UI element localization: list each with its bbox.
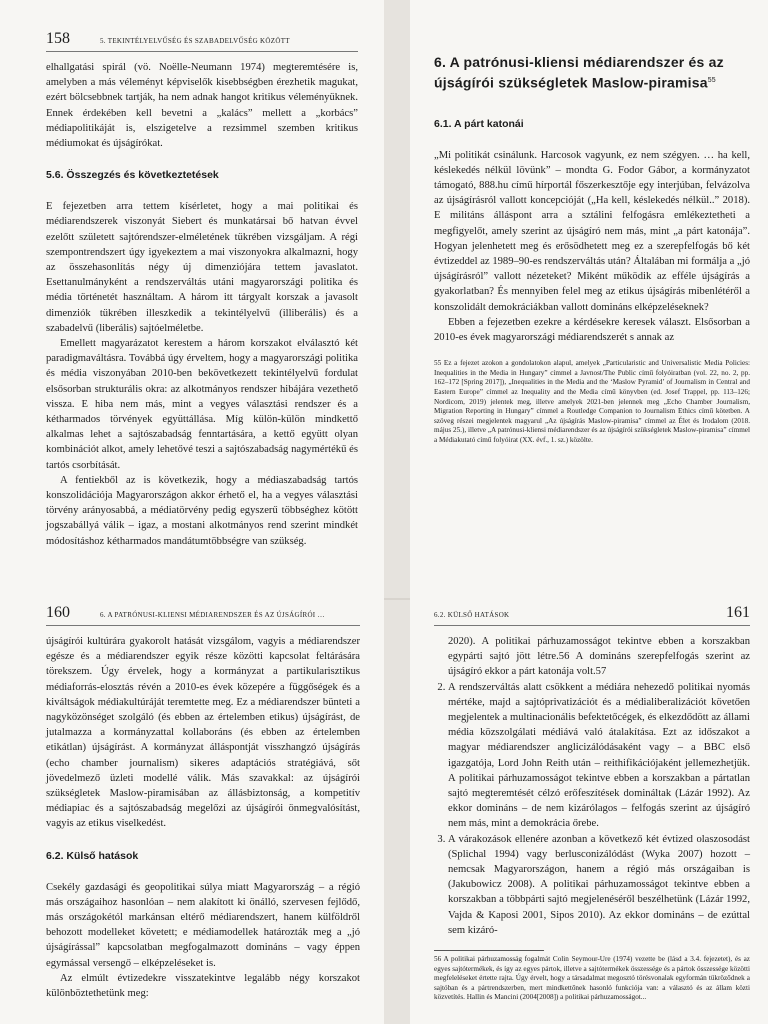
page-number: 158 <box>46 30 70 47</box>
paragraph: A fentiekből az is következik, hogy a médiaszabadság tartós konszolidációja Magyarországon akkor érhető el, ha a vegyes választási törvény arányosabbá, a médiatörvény pedig egyszerű többséghez kötött jogszabállyá válik – igaz, a mostani alkotmányos rend szerint mindkét módosításhoz kétharmados mandátumtöbbségre van szükség. <box>46 474 358 547</box>
list-item: 2. A rendszerváltás alatt csökkent a médiára nehezedő politikai nyomás mértéke, majd a sajtóprivatizációt és a médialiberalizációt követően megjelentek a multinacionális befektetőcégek, és elkezdődött az állami média közszolgálati médiává való átalakítása. Ezt az időszakot a magyar médiarendszer anglicizálódásaként vagy – a BBC első igazgatója, Lord John Reith után – reithifikációjaként jellemezhetjük. A politikai párhuzamosságot tekintve ebben a korszakban a pártatlan sajtó megteremtését célzó erőfeszítések domináltak (Lázár 1992). Az ekkor domináns – de nem kizárólagos – felfogás szerint az újságíró nem más, mint a demokrácia őrebe. <box>448 680 750 832</box>
page-161 <box>410 598 768 1024</box>
period-list <box>434 680 750 938</box>
paragraph: Ebben a fejezetben ezekre a kérdésekre keresek választ. Elsősorban a 2010-es évek magyarországi médiarendszerét s annak az <box>434 316 750 344</box>
running-title: 5. TEKINTÉLYELVŰSÉG ÉS SZABADELVŰSÉG KÖZÖTT <box>100 37 290 45</box>
section-heading: 5.6. Összegzés és következtetések <box>46 169 219 182</box>
page-number: 160 <box>46 604 70 621</box>
paragraph: Emellett magyarázatot kerestem a három korszakot elválasztó két paradigmaváltásra. Továbbá úgy érveltem, hogy a magyarországi politika és média viszonyában 2010-ben bekövetkezett tekintélyelvű fordulat elsősorban strukturális okra: az alkotmányos rendszer hibájára vezethető vissza. E hiba nem más, mint a vegyes választási rendszer és a kétharmados törvények együttállása. Míg külön-külön mindkettő alkalmas lehet a sajtószabadság fenntartására, a kettő együtt olyan kombinációt alkot, amely lehetővé teszi a sajtószabadság nagymértékű és tartós csorbítását. <box>46 338 358 471</box>
running-header <box>434 604 750 626</box>
paragraph: E fejezetben arra tettem kísérletet, hogy a mai politikai és médiarendszerek viszonyát Siebert és munkatársai bő hatvan évvel ezelőtt született sajtórendszer-elméletének tükrében vizsgáljam. A régi szempontrendszert úgy igyekeztem a mai viszonyokra alkalmazni, hogy az összehasonlítás négy új dimenziójára tettem javaslatot. Esettanulmányként a rendszerváltás utáni magyarországi politika és média történetét használtam. A három itt tárgyalt korszak a javasolt dimenziók tükrében illeszkedik a tekintélyelvű (illiberális) és a szabadelvű (liberális) sajtóelméletbe. <box>46 201 358 334</box>
paragraph: „Mi politikát csinálunk. Harcosok vagyunk, ez nem szégyen. … ha kell, késlekedés nélkül lövünk” – mondta G. Fodor Gábor, a kormányzatot támogató, 888.hu című hírportál főszerkesztője egy interjúban, felvázolva az újságírásról vallott koncepcióját („Ha kell, késlekedés nélkül..” 2018). E militáns álláspont arra a sztálini felfogásra emlékeztetheti a megfigyelőt, amely szerint az újságíró nem más, mint „a párt katonája”. Hogyan jelenhetett meg és erősödhetett meg ez a szerepfelfogás bő két évtizeddel az 1989–90-es rendszerváltás után? Általában mi formálja a „jó újságírásról” vallott nézeteket? Miként működik az efféle újságírás a gyakorlatban? És mennyiben felel meg az etikus újságírás mibenlétéről a konszolidált demokráciákban vallott domináns elképzeléseknek? <box>434 149 750 313</box>
page-gutter <box>384 0 410 1024</box>
list-continuation: 2020). A politikai párhuzamosságot tekintve ebben a korszakban egypárti sajtó jött létre.56 A domináns szerepfelfogás szerint az újságíró ekkor a párt katonája volt.57 <box>448 636 750 678</box>
page-number: 161 <box>726 604 750 621</box>
running-header <box>46 30 358 52</box>
paragraph: Csekély gazdasági és geopolitikai súlya miatt Magyarország – a régió más országaihoz hasonlóan – nem alakított ki önálló, szervesen fejlődő, más országokétól markánsan eltérő médiarendszert, hanem külföldről behozott modelleket követett; e médiamodellek határozták meg a „jó újságírással” kapcsolatban megfogalmazott domináns – vagy éppen egymással versengő – elképzeléseket is. <box>46 881 360 969</box>
running-title: 6. A PATRÓNUSI-KLIENSI MÉDIARENDSZER ÉS AZ ÚJSÁGÍRÓI … <box>100 611 325 619</box>
running-header <box>46 604 360 626</box>
footnote: 55 Ez a fejezet azokon a gondolatokon alapul, amelyek „Particularistic and Universalistic Media Policies: Inequalities in the Media in Hungary” címmel a Javnost/The Public című folyóiratban (vol. 22, no. 2, pp. 162–172 [Spring 2017]), „Inequalities in the Media and the ‘Maslow Pyramid’ of Journalism in Central and Eastern Europe” címmel az Inequality and the Media című könyvben (ed. Josef Trappel, pp. 113–126; Nordicom, 2019) jelentek meg, illetve amelyek 2021-ben jelennek meg „Echo Chamber Journalism, Migration Reporting in Hungary” címmel a Routledge Companion to Journalism Ethics című kötetben. A szöveg részei megjelentek magyarul „Az újságírás Maslow-piramisa” címmel az Élet és Irodalom (2018. május 25.), illetve „A patrónusi-kliensi médiarendszer és az újságírói szükségletek Maslow-piramisa” címmel a Médiakutató című folyóirat (XX. évf., 1. sz.) közölte. <box>434 359 750 445</box>
footnote: 56 A politikai párhuzamosság fogalmát Colin Seymour-Ure (1974) vezette be (lásd a 3.4. fejezetet), és az egyes sajtótermékek, és így az egyes pártok, illetve a sajtótermékek összessége és a pártok összessége közötti megfeleléseket értette rajta. Úgy érvelt, hogy a társadalmat megosztó törésvonalak egyformán tükröződnek a sajtóban és a pártrendszerben, mert mindkettőnek hasonló funkciója van: a választó és az állam közti közvetítés. Hallin és Mancini (2004[2008]) a politikai párhuzamosságot... <box>434 955 750 1002</box>
section-heading: 6.2. Külső hatások <box>46 849 139 862</box>
chapter-title <box>434 54 750 92</box>
paragraph: újságírói kultúrára gyakorolt hatását vizsgálom, vagyis a médiarendszer egésze és a médiarendszer egyik része közötti kapcsolat feltárására törekszem. Úgy érvelek, hogy a kormányzat a partikularisztikus médiaforrás-elosztás révén a 2010-es évek közepére a függőségek és a kiváltságok médiakultúráját teremtette meg. Ez a médiarendszer bünteti a nagyközönséget szolgáló (és ebben az értelemben etikus) újságírást, de jutalmazza a kormányzattal kollaboráns (és ebben az értelemben etikátlan) újságírást. A kormányzat álláspontját visszhangzó újságírás (echo chamber journalism) sikeres adaptációs stratégiává, sőt jövedelmező üzleti modellé válik. Más szavakkal: az újságírói szükségletek Maslow-piramisában az állásbiztonság, a kompetitív médiapiac és a sajtószabadság megelőzi az újságírói önmegvalósítást, vagyis az etikus viselkedést. <box>46 636 360 830</box>
page-160 <box>0 598 384 1024</box>
page-159 <box>410 0 768 600</box>
chapter-title-text: 6. A patrónusi-kliensi médiarendszer és az újságírói szükségletek Maslow-piramisa <box>434 54 724 91</box>
list-item: 3. A várakozások ellenére azonban a következő két évtized olaszosodást (Splichal 1994) vagy berlusconizálódást (Wyka 2007) hozott – nemcsak Magyarországon, hanem a régió más országaiban is (Jakubowicz 2008). A politikai párhuzamosságot tekintve ebben a korszakban a többpárti sajtó megjelenéséről beszélhetünk (Lázár 1992, Vajda & Kaposi 2001, Sipos 2010). Az ekkor domináns – de ezúttal sem kizáró- <box>448 832 750 938</box>
section-heading: 6.1. A párt katonái <box>434 117 524 130</box>
running-title: 6.2. KÜLSŐ HATÁSOK <box>434 611 510 619</box>
footnote-rule <box>434 950 544 951</box>
paragraph: Az elmúlt évtizedekre visszatekintve legalább négy korszakot különböztethetünk meg: <box>46 972 360 1000</box>
footnote-ref: 55 <box>707 76 716 84</box>
page-158 <box>0 0 384 600</box>
intro-paragraph: elhallgatási spirál (vö. Noëlle-Neumann 1974) megteremtésére is, amelyben a más véleményt képviselők kisebbségben érezhetik magukat, ezért bölcsebbnek tartják, ha nem adnak hangot kritikus véleményüknek. Ennek érdekében kell bevetni a „kalács” mellett a „korbács” médiapolitikáját is, elszigetelve a rezsimmel szemben kritikus médiumokat és újságírókat. <box>46 62 358 150</box>
